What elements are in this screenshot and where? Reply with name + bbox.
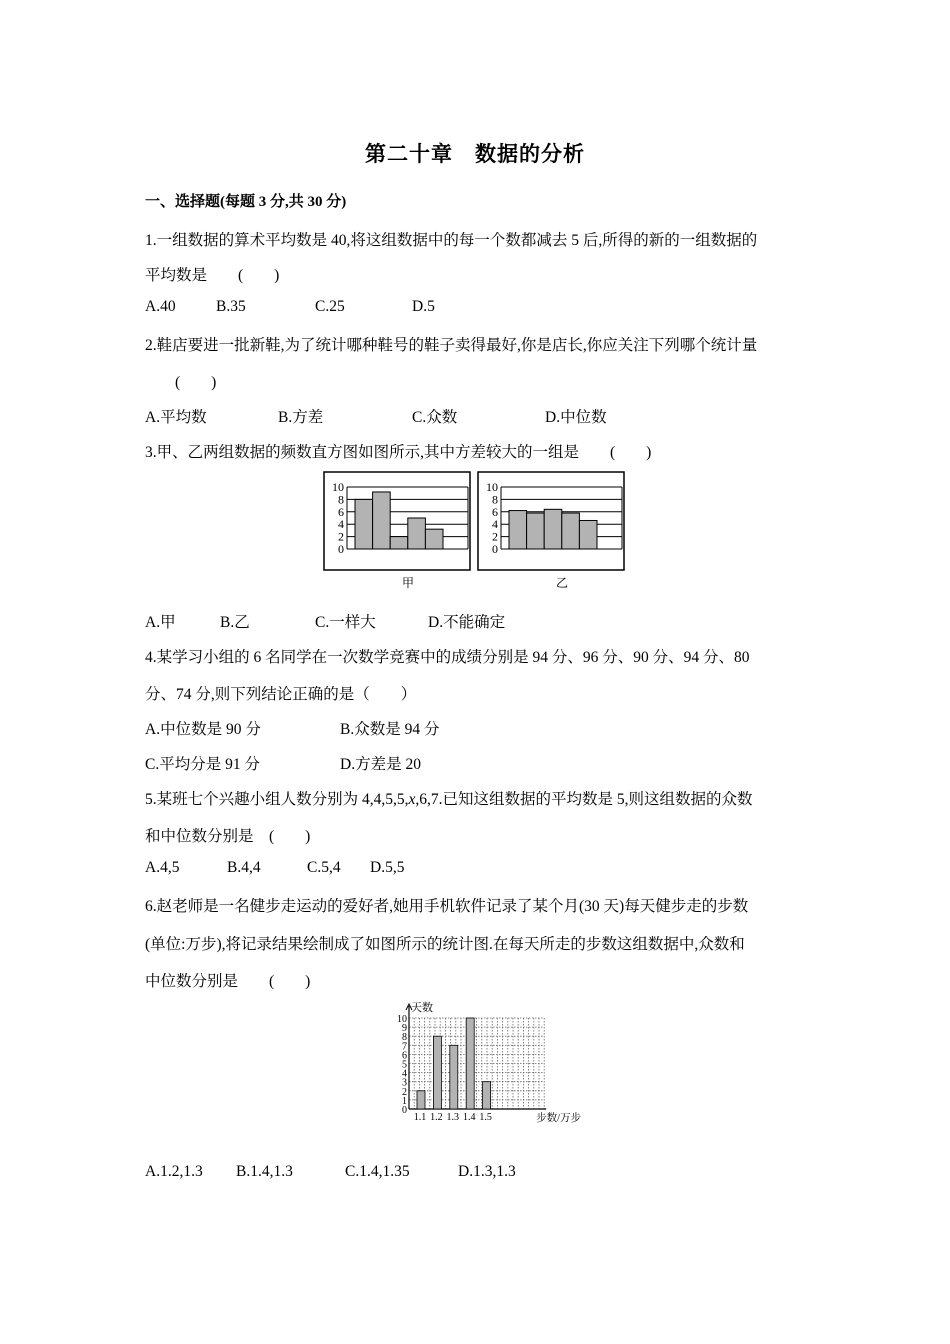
q3-stem: 3.甲、乙两组数据的频数直方图如图所示,其中方差较大的一组是 ( ) — [145, 444, 652, 461]
q6-option-a: A.1.2,1.3 — [145, 1163, 203, 1180]
steps-bar — [450, 1045, 458, 1109]
q4-option-b: B.众数是 94 分 — [340, 721, 440, 738]
q5-option-b: B.4,4 — [227, 859, 261, 876]
q5-option-a: A.4,5 — [145, 859, 180, 876]
q1-option-c: C.25 — [315, 298, 345, 315]
section-heading: 一、选择题(每题 3 分,共 30 分) — [145, 194, 347, 210]
q2-option-d: D.中位数 — [545, 409, 607, 426]
histogram-bar — [527, 513, 545, 549]
y-tick-label: 2 — [492, 529, 498, 544]
y-axis-label: 天数 — [411, 1002, 433, 1014]
y-tick-label: 0 — [492, 542, 498, 556]
y-tick-label: 10 — [486, 480, 498, 494]
steps-bar-chart — [397, 1000, 582, 1124]
steps-chart — [370, 1000, 582, 1128]
q3-option-b: B.乙 — [220, 614, 250, 631]
q2-stem-line2: ( ) — [175, 374, 217, 391]
q4-stem-line2: 分、74 分,则下列结论正确的是（ ） — [145, 686, 417, 703]
y-tick-label: 10 — [397, 1014, 407, 1025]
q5-option-d: D.5,5 — [370, 859, 405, 876]
steps-bar — [483, 1082, 491, 1109]
y-tick-label: 7 — [402, 1041, 407, 1053]
q6-stem-line1: 6.赵老师是一名健步走运动的爱好者,她用手机软件记录了某个月(30 天)每天健步走的步数 — [145, 898, 749, 915]
q5-stem-post: ,6,7.已知这组数据的平均数是 5,则这组数据的众数 — [415, 791, 753, 808]
steps-bar — [433, 1036, 441, 1109]
x-axis-label: 步数/万步 — [536, 1113, 582, 1124]
q1-stem-line2: 平均数是 ( ) — [145, 267, 280, 284]
q4-stem-line1: 4.某学习小组的 6 名同学在一次数学竞赛中的成绩分别是 94 分、96 分、90 分、94 分、80 — [145, 649, 750, 666]
q5-option-c: C.5,4 — [307, 859, 341, 876]
y-tick-label: 5 — [402, 1059, 407, 1071]
q6-option-d: D.1.3,1.3 — [458, 1163, 516, 1180]
q1-stem-line1: 1.一组数据的算术平均数是 40,将这组数据中的每一个数都减去 5 后,所得的新的一组数据的 — [145, 232, 758, 249]
y-tick-label: 4 — [402, 1068, 407, 1080]
y-tick-label: 8 — [402, 1032, 407, 1044]
x-tick-label: 1.2 — [430, 1112, 443, 1123]
histogram-bar — [355, 499, 373, 549]
histogram-bar — [509, 511, 527, 549]
page-title: 第二十章 数据的分析 — [365, 142, 585, 166]
y-tick-label: 8 — [338, 492, 344, 507]
q4-option-a: A.中位数是 90 分 — [145, 721, 261, 738]
q1-option-a: A.40 — [145, 298, 176, 315]
y-tick-label: 9 — [402, 1023, 407, 1035]
y-tick-label: 4 — [338, 517, 344, 532]
q2-option-c: C.众数 — [412, 409, 458, 426]
histogram-bar — [425, 529, 443, 549]
histogram-bar — [562, 513, 580, 549]
histogram-bar — [373, 492, 391, 549]
q6-stem-line3: 中位数分别是 ( ) — [145, 973, 311, 990]
chart-title: 乙 — [555, 576, 569, 590]
q2-option-b: B.方差 — [278, 409, 324, 426]
x-tick-label: 1.5 — [479, 1112, 492, 1123]
q3-option-a: A.甲 — [145, 614, 176, 631]
y-tick-label: 2 — [402, 1086, 407, 1098]
q6-stem-line2: (单位:万步),将记录结果绘制成了如图所示的统计图.在每天所走的步数这组数据中,众数和 — [145, 936, 745, 953]
q6-option-b: B.1.4,1.3 — [236, 1163, 293, 1180]
y-tick-label: 6 — [492, 504, 498, 519]
y-tick-label: 8 — [492, 492, 498, 507]
histogram-jia — [324, 472, 470, 590]
q5-stem-line2: 和中位数分别是 ( ) — [145, 828, 311, 845]
y-tick-label: 4 — [492, 517, 498, 532]
histogram-bar — [544, 509, 562, 549]
x-tick-label: 1.1 — [413, 1112, 427, 1123]
q5-stem-pre: 5.某班七个兴趣小组人数分别为 4,4,5,5, — [145, 791, 409, 808]
y-tick-label: 6 — [402, 1050, 407, 1062]
histogram-figure — [323, 470, 628, 592]
q2-option-a: A.平均数 — [145, 409, 207, 426]
y-tick-label: 0 — [402, 1105, 407, 1116]
q5-stem-line1 — [145, 787, 753, 809]
y-tick-label: 2 — [338, 529, 344, 544]
steps-bar — [417, 1091, 425, 1109]
y-tick-label: 10 — [332, 480, 344, 494]
y-tick-label: 0 — [338, 542, 344, 556]
q6-option-c: C.1.4,1.35 — [345, 1163, 410, 1180]
q2-stem-line1: 2.鞋店要进一批新鞋,为了统计哪种鞋号的鞋子卖得最好,你是店长,你应关注下列哪个统计量 — [145, 337, 758, 354]
q4-option-c: C.平均分是 91 分 — [145, 756, 260, 773]
x-tick-label: 1.4 — [462, 1112, 476, 1123]
q5-variable: x — [408, 791, 416, 808]
q4-option-d: D.方差是 20 — [340, 756, 421, 773]
y-tick-label: 1 — [402, 1095, 407, 1107]
histogram-bar — [390, 537, 408, 549]
histogram-yi — [478, 472, 624, 590]
chart-title: 甲 — [401, 576, 415, 590]
y-tick-label: 3 — [402, 1077, 407, 1089]
histogram-bar — [408, 518, 426, 549]
histogram-bar — [579, 520, 597, 549]
q1-option-b: B.35 — [216, 298, 246, 315]
q3-option-d: D.不能确定 — [428, 614, 506, 631]
q1-option-d: D.5 — [412, 298, 435, 315]
y-tick-label: 6 — [338, 504, 344, 519]
steps-bar — [466, 1018, 474, 1109]
q3-option-c: C.一样大 — [315, 614, 376, 631]
x-tick-label: 1.3 — [446, 1112, 460, 1123]
